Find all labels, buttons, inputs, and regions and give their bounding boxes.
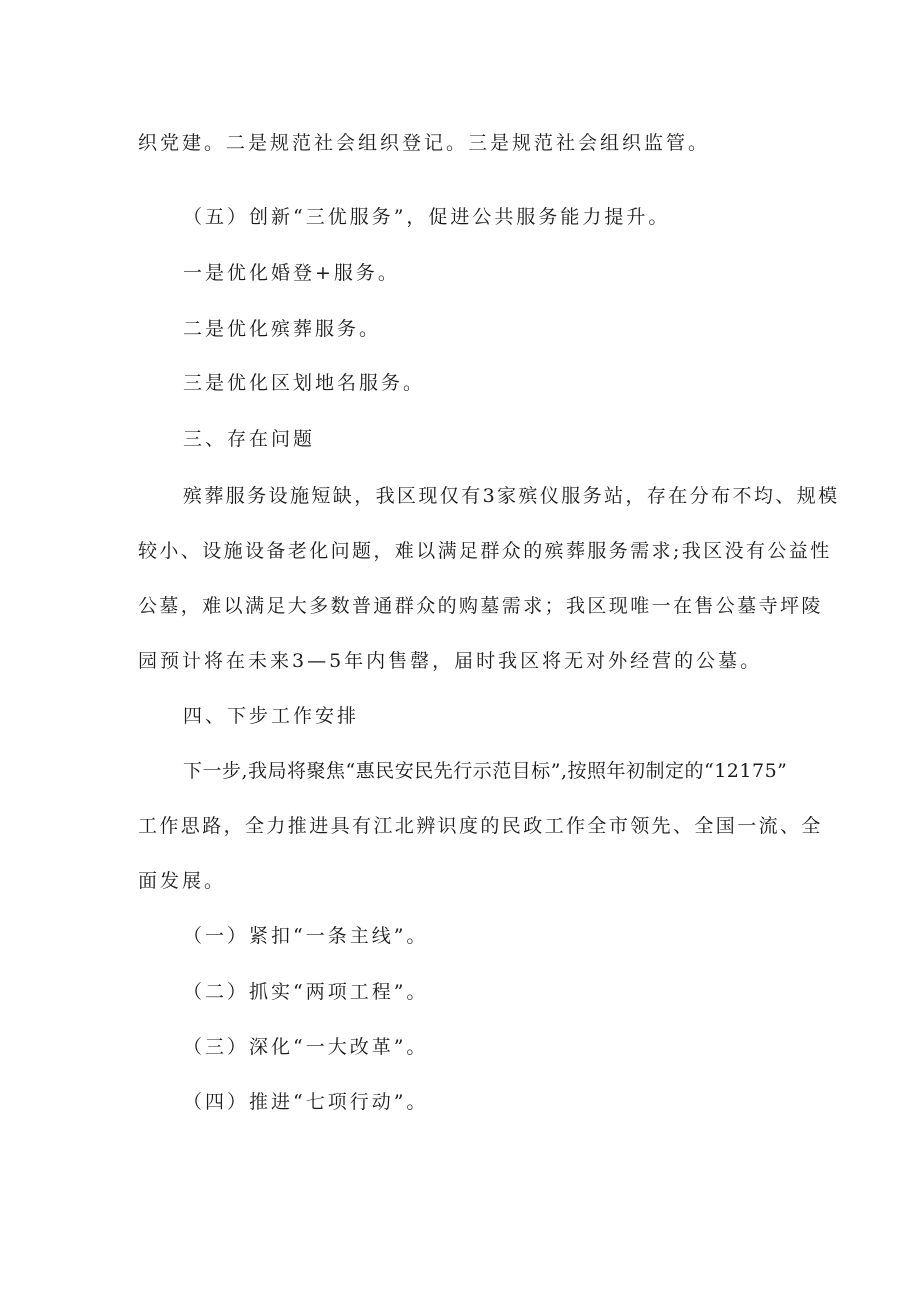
- paragraph-next-steps-line-3: 面发展。: [138, 870, 227, 892]
- text-line-item-one: 一是优化婚登+服务。: [183, 262, 400, 284]
- list-item-three: （三）深化“一大改革”。: [183, 1036, 429, 1058]
- paragraph-next-steps-line-1: 下一步,我局将聚焦“惠民安民先行示范目标”,按照年初制定的“12175”: [183, 760, 788, 782]
- text-line-item-three: 三是优化区划地名服务。: [183, 372, 426, 394]
- text-line-item-two: 二是优化殡葬服务。: [183, 318, 382, 340]
- list-item-four: （四）推进“七项行动”。: [183, 1091, 429, 1113]
- paragraph-problems-line-3: 公墓，难以满足大多数普通群众的购墓需求；我区现唯一在售公墓寺坪陵: [138, 595, 823, 617]
- section-heading-problems: 三、存在问题: [183, 428, 316, 450]
- list-item-two: （二）抓实“两项工程”。: [183, 981, 429, 1003]
- paragraph-problems-line-4: 园预计将在未来3—5年内售罄，届时我区将无对外经营的公墓。: [138, 650, 763, 672]
- paragraph-problems-line-2: 较小、设施设备老化问题，难以满足群众的殡葬服务需求;我区没有公益性: [138, 540, 832, 562]
- section-heading-next-steps: 四、下步工作安排: [183, 705, 360, 727]
- text-line-continuation: 织党建。二是规范社会组织登记。三是规范社会组织监管。: [138, 132, 711, 154]
- paragraph-next-steps-line-2: 工作思路，全力推进具有江北辨识度的民政工作全市领先、全国一流、全: [138, 815, 823, 837]
- subheading-five: （五）创新“三优服务”，促进公共服务能力提升。: [183, 206, 671, 228]
- list-item-one: （一）紧扣“一条主线”。: [183, 925, 429, 947]
- paragraph-problems-line-1: 殡葬服务设施短缺，我区现仅有3家殡仪服务站，存在分布不均、规模: [183, 485, 840, 507]
